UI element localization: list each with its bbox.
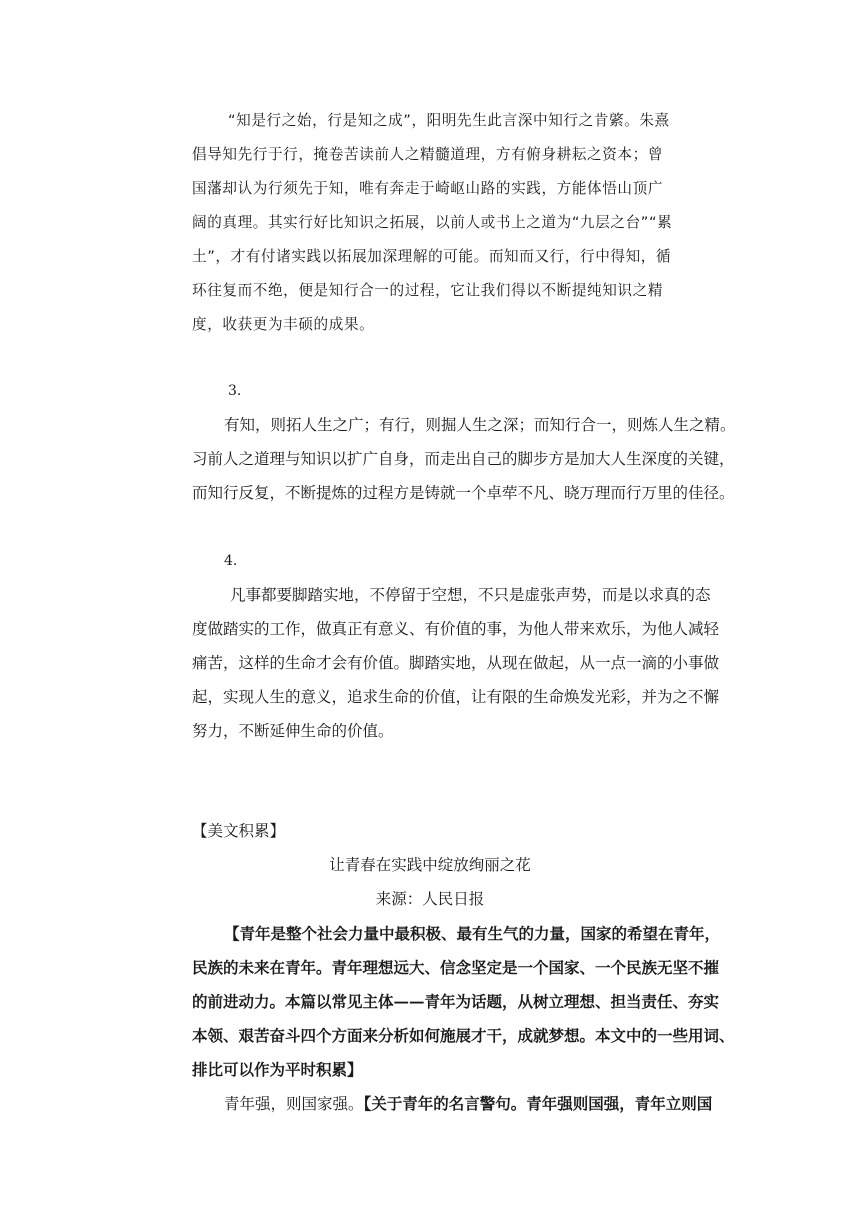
text-line: 国藩却认为行须先于知，唯有奔走于崎岖山路的实践，方能体悟山顶广 (192, 180, 664, 197)
essay-source: 来源：人民日报 (375, 890, 485, 908)
text-line: 有知，则拓人生之广；有行，则掘人生之深；而知行合一，则炼人生之精。 (224, 416, 736, 434)
section-number: 3. (228, 383, 242, 399)
text-line: 度做踏实的工作，做真正有意义、有价值的事，为他人带来欢乐，为他人减轻 (192, 620, 720, 638)
text-line: 环往复而不绝，便是知行合一的过程，它让我们得以不断提纯知识之精 (192, 282, 664, 299)
section-number: 4. (224, 553, 238, 569)
text-line: 倡导知先行于行，掩卷苦读前人之精髓道理，方有俯身耕耘之资本；曾 (192, 146, 664, 163)
section-label: 【美文积累】 (192, 822, 286, 840)
essay-first-line (224, 1096, 712, 1113)
text-line: 努力，不断延伸生命的价值。 (192, 722, 394, 740)
text-line: “知是行之始，行是知之成”，阳明先生此言深中知行之肯綮。朱熹 (228, 112, 670, 129)
intro-line: 的前进动力。本篇以常见主体——青年为话题，从树立理想、担当责任、夯实 (192, 992, 720, 1011)
intro-line: 排比可以作为平时积累】 (192, 1060, 363, 1079)
essay-opening-sentence: 青年强，则国家强。 (224, 1095, 364, 1113)
intro-line: 本领、艰苦奋斗四个方面来分析如何施展才干，成就梦想。本文中的一些用词、 (192, 1026, 735, 1045)
essay-annotation: 【关于青年的名言警句。青年强则国强，青年立则国 (363, 1094, 713, 1113)
text-line: 而知行反复，不断提炼的过程方是铸就一个卓荦不凡、晓万理而行万里的佳径。 (192, 484, 735, 502)
text-line: 习前人之道理与知识以扩广自身，而走出自己的脚步方是加大人生深度的关键， (192, 450, 735, 468)
essay-title: 让青春在实践中绽放绚丽之花 (329, 856, 531, 874)
text-line: 凡事都要脚踏实地，不停留于空想，不只是虚张声势，而是以求真的态 (230, 586, 711, 604)
text-line: 起，实现人生的意义，追求生命的价值，让有限的生命焕发光彩，并为之不懈 (192, 688, 720, 706)
intro-line: 【青年是整个社会力量中最积极、最有生气的力量，国家的希望在青年， (224, 924, 721, 943)
text-line: 度，收获更为丰硕的成果。 (192, 316, 375, 333)
text-line: 阔的真理。其实行好比知识之拓展，以前人或书上之道为“九层之台”“累 (192, 214, 673, 231)
intro-line: 民族的未来在青年。青年理想远大、信念坚定是一个国家、一个民族无坚不摧 (192, 958, 720, 977)
text-line: 痛苦，这样的生命才会有价值。脚踏实地，从现在做起，从一点一滴的小事做 (192, 654, 720, 672)
text-line: 土”，才有付诸实践以拓展加深理解的可能。而知而又行，行中得知，循 (192, 248, 672, 265)
